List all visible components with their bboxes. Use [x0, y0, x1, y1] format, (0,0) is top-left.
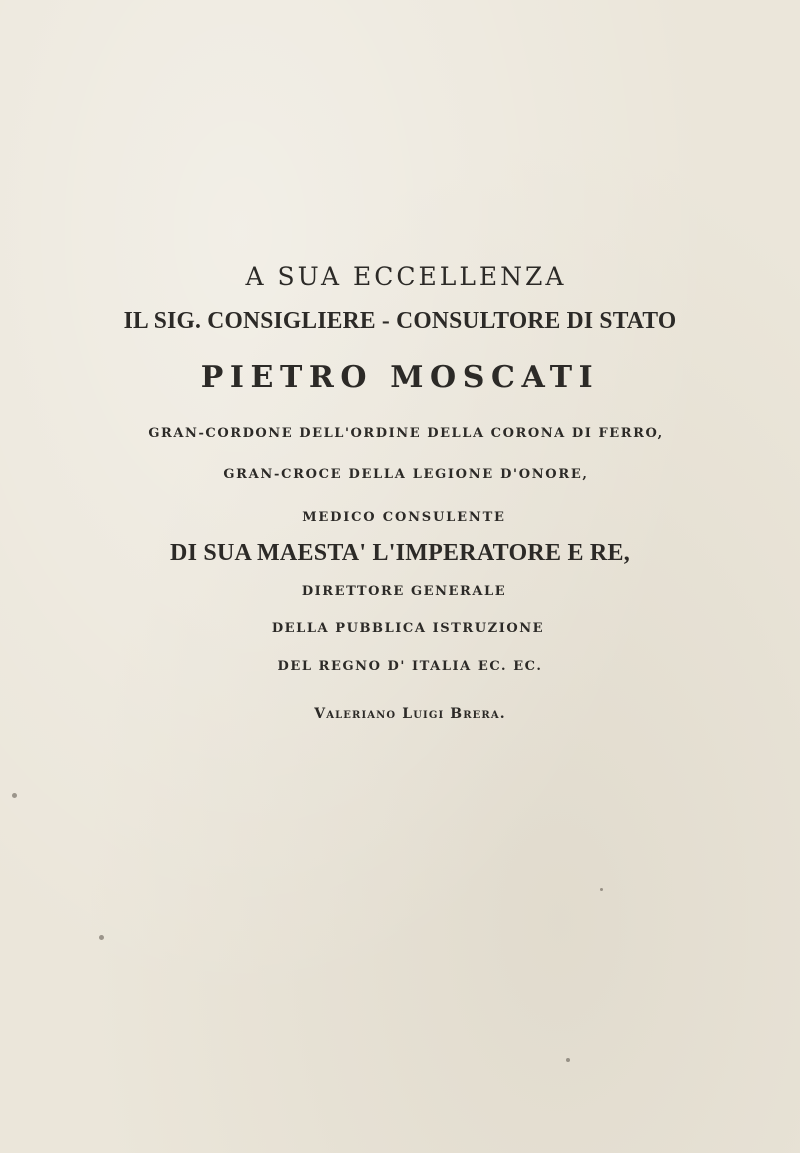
dedicatee-title-3: MEDICO CONSULENTE	[302, 510, 506, 525]
dedicatee-title-1: GRAN-CORDONE DELL'ORDINE DELLA CORONA DI FERRO,	[148, 426, 664, 441]
dedicatee-name: PIETRO MOSCATI	[200, 360, 600, 395]
dedicatee-title-2: GRAN-CROCE DELLA LEGIONE D'ONORE,	[223, 467, 589, 482]
dedicatee-title-6: DELLA PUBBLICA ISTRUZIONE	[271, 621, 545, 636]
dedicatee-office: IL SIG. CONSIGLIERE - CONSULTORE DI STATO	[123, 308, 677, 334]
dedicatee-title-4: DI SUA MAESTA' L'IMPERATORE E RE,	[170, 540, 630, 566]
author-signature: Valeriano Luigi Brera.	[314, 706, 506, 722]
dedicatee-title-5: DIRETTORE GENERALE	[301, 584, 507, 599]
dedicatee-title-7: DEL REGNO D' ITALIA EC. EC.	[277, 659, 543, 674]
paper-speck	[12, 793, 17, 798]
paper-speck	[566, 1058, 570, 1062]
paper-speck	[99, 935, 104, 940]
dedication-heading: A SUA ECCELLENZA	[245, 262, 567, 291]
paper-speck	[600, 888, 603, 891]
